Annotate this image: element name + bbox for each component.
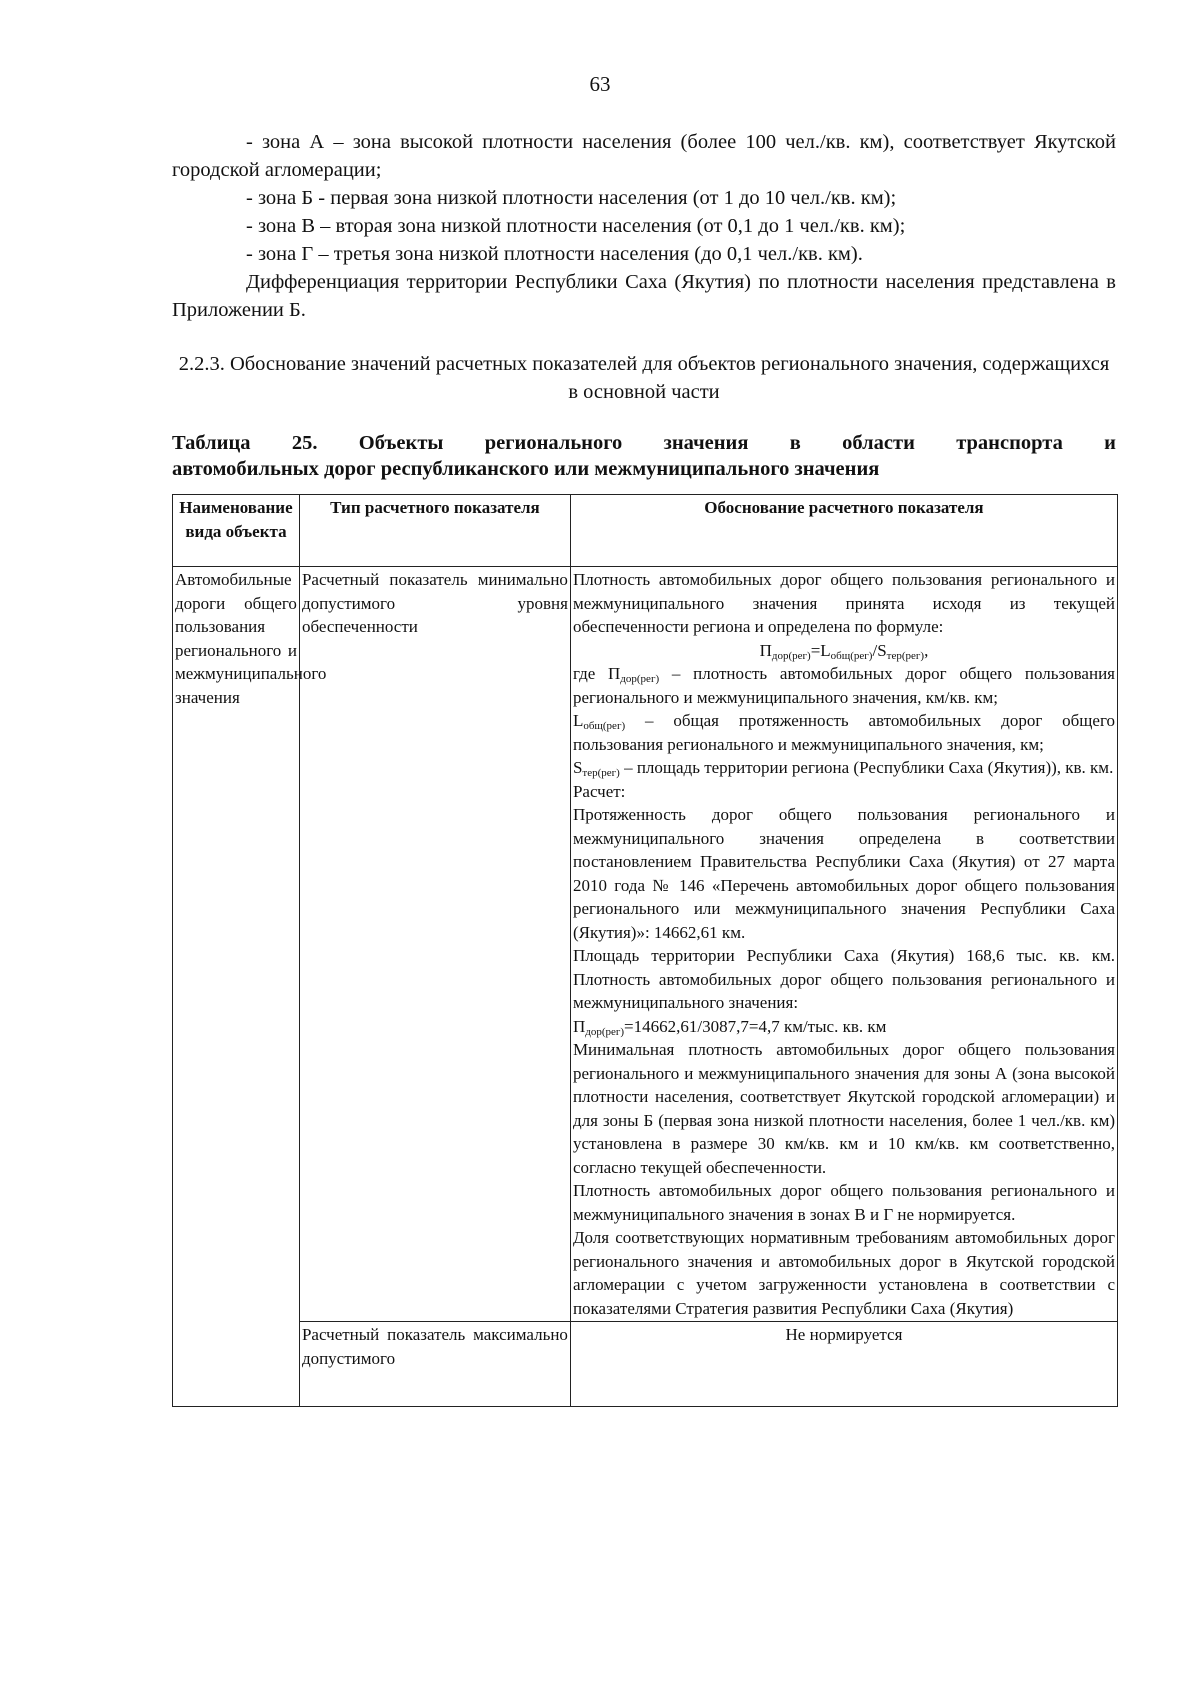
indicator-type-cell: Расчетный показатель максимально допустимого <box>299 1322 570 1407</box>
header-justification: Обоснование расчетного показателя <box>570 495 1117 567</box>
zone-g-text: - зона Г – третья зона низкой плотности населения (до 0,1 чел./кв. км). <box>246 243 863 265</box>
definition-density: где $П_{дор(рег)}$ – плотность автомобильных дорог общего пользования регионального и межмуниципального значения, км/кв. км; <box>572 664 1115 707</box>
table-row <box>173 567 1118 1322</box>
calculation-label: Расчет: <box>572 781 626 801</box>
object-name-cell: Автомобильные дороги общего пользования регионального и межмуниципального значения <box>173 567 300 1407</box>
justification-intro: Плотность автомобильных дорог общего пользования регионального и межмуниципального значения принята исходя из текущей обеспеченности региона и определена по формуле: <box>572 570 1115 636</box>
header-indicator-type: Тип расчетного показателя <box>299 495 570 567</box>
table-caption-line2: автомобильных дорог республиканского или межмуниципального значения <box>172 458 880 480</box>
density-result: $П_{дор(рег)}=14662,61/3087,7=4,7$ км/тыс. кв. км <box>572 1016 887 1038</box>
compliant-roads-share-text: Доля соответствующих нормативным требованиям автомобильных дорог регионального значения и автомобильных дорог в Якутской городской агломерации с учетом загруженности установлена в соответствии с показателями Стратегия развития Республики Саха (Якутия) <box>572 1228 1115 1318</box>
header-object-name: Наименование вида объекта <box>173 495 300 567</box>
zones-list <box>172 128 1116 324</box>
page-number: 63 <box>589 72 611 96</box>
indicator-type-cell: Расчетный показатель минимально допустимого уровня обеспеченности <box>299 567 570 1322</box>
differentiation-text: Дифференциация территории Республики Саха (Якутия) по плотности населения представлена в Приложении Б. <box>172 271 1116 321</box>
justification-cell <box>570 567 1117 1322</box>
table-caption <box>172 430 1116 482</box>
zone-v-text: - зона В – вторая зона низкой плотности населения (от 0,1 до 1 чел./кв. км); <box>246 215 906 237</box>
section-heading: 2.2.3. Обоснование значений расчетных показателей для объектов регионального значения, содержащихся в основной части <box>178 353 1110 403</box>
definition-area: $S_{тер(рег)}$ – площадь территории региона (Республики Саха (Якутия)), кв. км. <box>572 758 1114 779</box>
zone-b-text: - зона Б - первая зона низкой плотности населения (от 1 до 10 чел./кв. км); <box>246 187 897 209</box>
table-row <box>173 1322 1118 1407</box>
table-header-row <box>173 495 1118 567</box>
minimum-density-text: Минимальная плотность автомобильных дорог общего пользования регионального и межмуниципального значения для зоны А (зона высокой плотности населения, соответствует Якутской городской агломерации) и для зоны Б (первая зона низкой плотности населения, более 1 чел./кв. км) установлена в размере 30 км/кв. км и 10 км/кв. км соответственно, согласно текущей обеспеченности. <box>572 1040 1115 1177</box>
definition-length: $L_{общ(рег)}$ – общая протяженность автомобильных дорог общего пользования регионального и межмуниципального значения, км; <box>572 711 1115 754</box>
table-caption-line1: Таблица 25. Объекты регионального значения в области транспорта и <box>172 432 1116 454</box>
territory-area-text: Площадь территории Республики Саха (Якутия) 168,6 тыс. кв. км. Плотность автомобильных дорог общего пользования регионального и межмуниципального значения: <box>572 946 1115 1012</box>
not-normed-zones-text: Плотность автомобильных дорог общего пользования регионального и межмуниципального значения в зонах В и Г не нормируется. <box>572 1181 1115 1224</box>
justification-cell: Не нормируется <box>570 1322 1117 1407</box>
zone-a-text: - зона А – зона высокой плотности населения (более 100 чел./кв. км), соответствует Якутской городской агломерации; <box>172 131 1116 181</box>
road-length-text: Протяженность дорог общего пользования регионального и межмуниципального значения определена в соответствии постановлением Правительства Республики Саха (Якутия) от 27 марта 2010 года № 146 «Перечень автомобильных дорог общего пользования регионального или межмуниципального значения Республики Саха (Якутия)»: 14662,61 км. <box>572 805 1115 942</box>
density-formula: $П_{дор(рег)}=L_{общ(рег)}/S_{тер(рег)}$, <box>759 640 929 662</box>
regional-objects-table <box>172 494 1118 1407</box>
